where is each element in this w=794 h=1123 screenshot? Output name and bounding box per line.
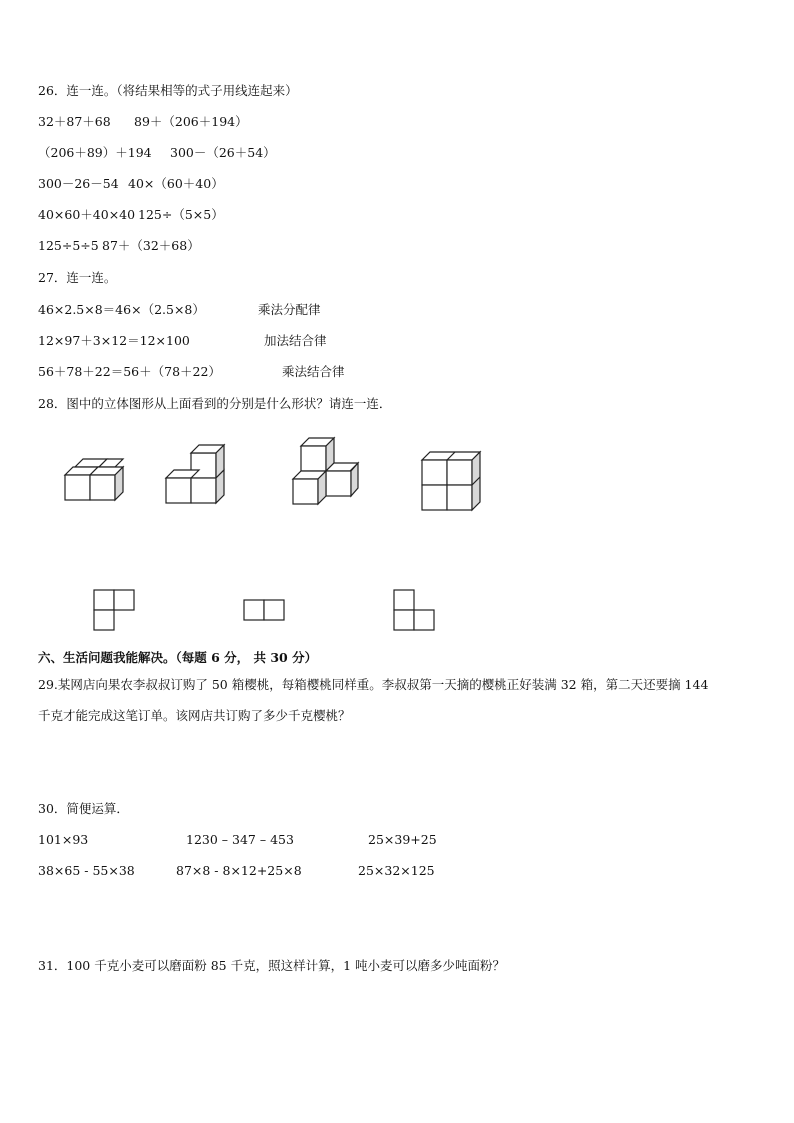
q26-title: 26．连一连。（将结果相等的式子用线连起来） [38,83,298,98]
q27-title: 27．连一连。 [38,270,117,285]
q31-text: 31．100 千克小麦可以磨面粉 85 千克，照这样计算，1 吨小麦可以磨多少吨面粉？ [38,958,506,973]
solid-figure-2 [166,445,224,503]
q29-line-2: 千克才能完成这笔订单。该网店共订购了多少千克樱桃？ [38,708,351,723]
q27-law: 加法结合律 [264,333,327,348]
q27-law: 乘法结合律 [282,364,345,379]
q30-expression: 38×65 - 55×38 [38,863,135,878]
q26-right-expr: 125÷（5×5） [138,207,224,222]
q30-expression: 87×8 - 8×12+25×8 [176,863,302,878]
q27-law: 乘法分配律 [258,302,321,317]
q26-left-expr: 32＋87＋68 [38,114,111,129]
solid-figure-3 [293,438,358,504]
q26-right-expr: 87＋（32＋68） [102,238,200,253]
top-view-3 [394,590,434,630]
q30-expression: 25×39+25 [368,832,437,847]
q30-expression: 1230 – 347 – 453 [186,832,294,847]
section-6-heading: 六、生活问题我能解决。（每题 6 分， 共 30 分） [38,650,318,665]
q26-left-expr: 125÷5÷5 [38,238,99,253]
solid-figure-1 [65,459,123,500]
q27-equation: 56＋78＋22＝56＋（78＋22） [38,364,221,379]
q29-line-1: 29.某网店向果农李叔叔订购了 50 箱樱桃，每箱樱桃同样重。李叔叔第一天摘的樱桃正好装满 32 箱，第二天还要摘 144 [38,677,709,692]
q27-equation: 12×97＋3×12＝12×100 [38,333,190,348]
top-view-2 [244,600,284,620]
q26-left-expr: （206＋89）＋194 [38,145,152,160]
q26-right-expr: 89＋（206＋194） [134,114,248,129]
solid-figure-4 [422,452,480,510]
q30-expression: 25×32×125 [358,863,435,878]
q30-title: 30．简便运算． [38,801,129,816]
q30-expression: 101×93 [38,832,89,847]
q26-left-expr: 40×60＋40×40 [38,207,136,222]
q26-left-expr: 300－26－54 [38,176,119,191]
top-view-1 [94,590,134,630]
q28-title: 28．图中的立体图形从上面看到的分别是什么形状？请连一连． [38,396,392,411]
q26-right-expr: 40×（60＋40） [128,176,224,191]
q26-right-expr: 300－（26＋54） [170,145,276,160]
q27-equation: 46×2.5×8＝46×（2.5×8） [38,302,205,317]
